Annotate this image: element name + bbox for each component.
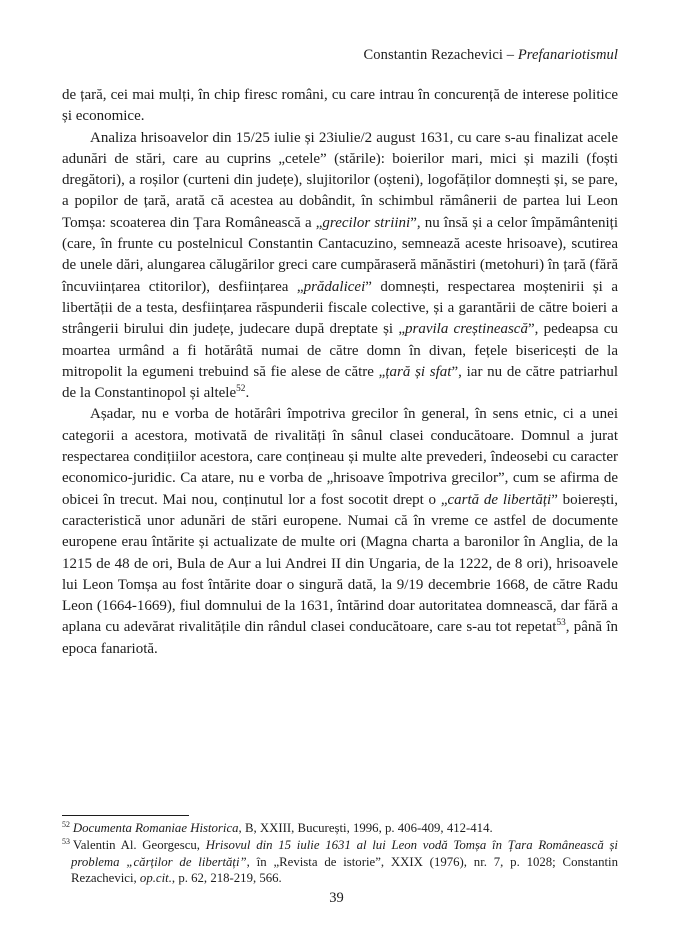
footnote	[62, 837, 618, 887]
running-header: Constantin Rezachevici – Prefanariotismul	[363, 47, 618, 63]
footnotes	[62, 820, 618, 887]
footnote-ref: 53	[556, 618, 566, 629]
paragraph-continuation: de țară, cei mai mulți, în chip firesc români, cu care intrau în concurență de interese politice și economice.	[62, 87, 618, 125]
footnote	[62, 820, 618, 837]
paragraph: Analiza hrisoavelor din 15/25 iulie și 23iulie/2 august 1631, cu care s-au finalizat acele adunări de stări, care au cuprins „cetele” (stările): boierilor mari, mici și mazili (foști dregători), a roșilor (curteni din județe), slujitorilor (oșteni), logofăților domnești și, se pare, a popilor de țară, arată că acestea au dobândit, în schimbul rămânerii de partea lui Leon Tomșa: scoaterea din Țara Românească a „grecilor striini”, nu însă și a celor împământeniți (care, în frunte cu postelnicul Constantin Cantacuzino, semnează aceste hrisoave), scutirea de unele dări, alungarea călugărilor greci care cumpăraseră mănăstiri (metohuri) în țară (fără încuviințarea ctitorilor), desființarea „prădalicei” domnești, respectarea moștenirii și a libertății de a testa, desființarea răspunderii fiscale colective, și a garantării de către boieri a strângerii birului din județe, judecare după dreptate și „pravila creștinească”, pedeapsa cu moartea urmând a fi hotărâtă numai de către domn în divan, fețele bisericești de la mitropolit la egumeni trebuind să fie alese de către „țară și sfat”, iar nu de către patriarhul de la Constantinopol și altele$^{52}$.	[62, 129, 618, 402]
footnote-marker: 52	[62, 819, 70, 829]
footnote-text: Valentin Al. Georgescu, Hrisovul din 15 iulie 1631 al lui Leon vodă Tomșa în Țara Românească și problema „cărților de libertăți”, în „Revista de istorie”, XXIX (1976), nr. 7, p. 1028; Constantin Rezachevici, op.cit., p. 62, 218-219, 566.	[71, 837, 619, 886]
footnote-separator	[62, 815, 189, 816]
paragraph: Așadar, nu e vorba de hotărâri împotriva grecilor în general, în sens etnic, ci a unei categorii a acestora, motivată de rivalități în sânul clasei conducătoare. Domnul a jurat respectarea condițiilor acestora, care conțineau și multe alte prevederi, îndeosebi cu caracter economico-juridic. Ca atare, nu e vorba de „hrisoave împotriva grecilor”, cum se afirma de obicei în trecut. Mai nou, conținutul lor a fost socotit drept o „cartă de libertăți” boierești, caracteristică unor adunări de stări europene. Numai că în vreme ce astfel de documente europene erau întărite și actualizate de multe ori (Magna charta a baronilor în Anglia, de la 1215 de 48 de ori, Bula de Aur a lui Andrei II din Ungaria, de la 1222, de 8 ori), hrisoavele lui Leon Tomșa au fost întărite doar o singură dată, la 9/19 decembrie 1668, de către Radu Leon (1664-1669), fiul domnului de la 1631, întărind doar autoritatea domnească, dar fără a aplana cu adevărat rivalitățile din rândul clasei conducătoare, care s-au tot repetat$^{53}$, până în epoca fanariotă.	[62, 406, 619, 657]
footnote-marker: 53	[62, 836, 70, 846]
body-text	[62, 85, 618, 660]
footnote-text: Documenta Romaniae Historica, B, XXIII, București, 1996, p. 406-409, 412-414.	[72, 821, 493, 835]
footnote-ref: 52	[236, 384, 246, 395]
page-number: 39	[329, 890, 344, 906]
